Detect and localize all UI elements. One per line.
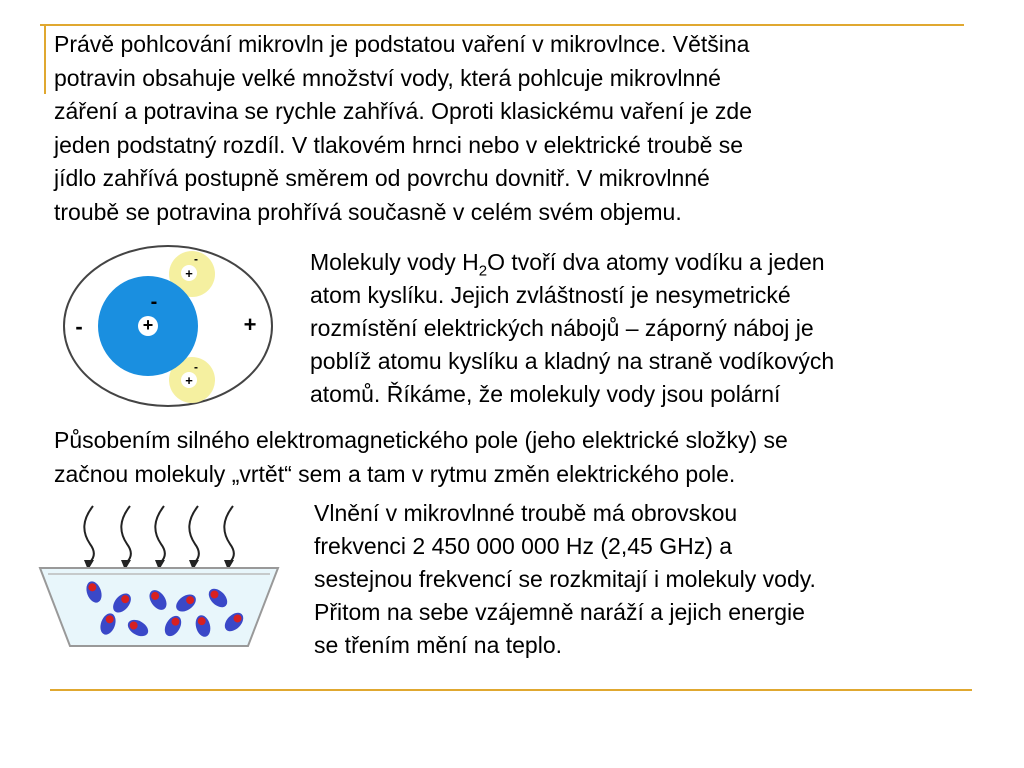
text-fragment: O tvoří dva atomy vodíku a jeden xyxy=(487,249,825,275)
left-accent-bar xyxy=(44,24,46,94)
text-line: frekvenci 2 450 000 000 Hz (2,45 GHz) a xyxy=(314,533,733,559)
left-pole-minus: - xyxy=(75,314,83,339)
text-line: atom kyslíku. Jejich zvláštností je nesymetrické xyxy=(310,282,791,308)
text-line: sestejnou frekvencí se rozkmitají i molekuly vody. xyxy=(314,566,816,592)
oxygen-minus-sign: - xyxy=(150,291,158,313)
hydrogen-bottom-minus-sign: - xyxy=(194,360,198,374)
text-line: rozmístění elektrických nábojů – záporný náboj je xyxy=(310,315,814,341)
wave-arrow xyxy=(189,506,198,562)
wave-arrow xyxy=(155,506,164,562)
text-line: atomů. Říkáme, že molekuly vody jsou polární xyxy=(310,381,781,407)
text-line: Působením silného elektromagnetického pole (jeho elektrické složky) se xyxy=(54,427,788,453)
water-molecule-diagram xyxy=(58,242,278,412)
wave-arrow xyxy=(121,506,130,562)
right-pole-plus: + xyxy=(243,312,257,337)
text-line: se třením mění na teplo. xyxy=(314,632,563,658)
text-line: jeden podstatný rozdíl. V tlakovém hrnci nebo v elektrické troubě se xyxy=(54,131,744,158)
text-line: poblíž atomu kyslíku a kladný na straně vodíkových xyxy=(310,348,835,374)
text-fragment: Molekuly vody H xyxy=(310,249,479,275)
oxygen-plus-sign: + xyxy=(142,315,154,335)
text-line: Právě pohlcování mikrovln je podstatou vaření v mikrovlnce. Většina xyxy=(54,31,750,57)
text-line: Vlnění v mikrovlnné troubě má obrovskou xyxy=(314,500,738,526)
microwave-bowl-diagram xyxy=(38,500,288,652)
text-line: troubě se potravina prohřívá současně v celém svém objemu. xyxy=(54,198,682,225)
paragraph-water-molecule xyxy=(310,246,980,411)
paragraph-microwave-frequency xyxy=(314,497,974,662)
text-line: Přitom na sebe vzájemně naráží a jejich energie xyxy=(314,599,805,625)
hydrogen-top-minus-sign: - xyxy=(194,252,198,266)
hydrogen-bottom-plus-sign: + xyxy=(185,373,193,388)
text-line: jídlo zahřívá postupně směrem od povrchu dovnitř. V mikrovlnné xyxy=(54,165,710,191)
paragraph-microwave-absorption xyxy=(54,28,954,229)
hydrogen-top-plus-sign: + xyxy=(185,266,193,281)
bottom-divider xyxy=(50,689,972,691)
wave-arrow xyxy=(224,506,233,562)
paragraph-field-effect xyxy=(54,424,984,491)
microwave-waves xyxy=(84,506,233,562)
text-line: začnou molekuly „vrtět“ sem a tam v rytmu změn elektrického pole. xyxy=(54,460,736,487)
wave-arrow xyxy=(84,506,93,562)
text-line-h2o xyxy=(310,246,980,279)
top-divider xyxy=(40,24,964,26)
subscript-two: 2 xyxy=(478,262,488,280)
text-line: potravin obsahuje velké množství vody, která pohlcuje mikrovlnné xyxy=(54,64,721,91)
text-line: záření a potravina se rychle zahřívá. Oproti klasickému vaření je zde xyxy=(54,98,752,124)
